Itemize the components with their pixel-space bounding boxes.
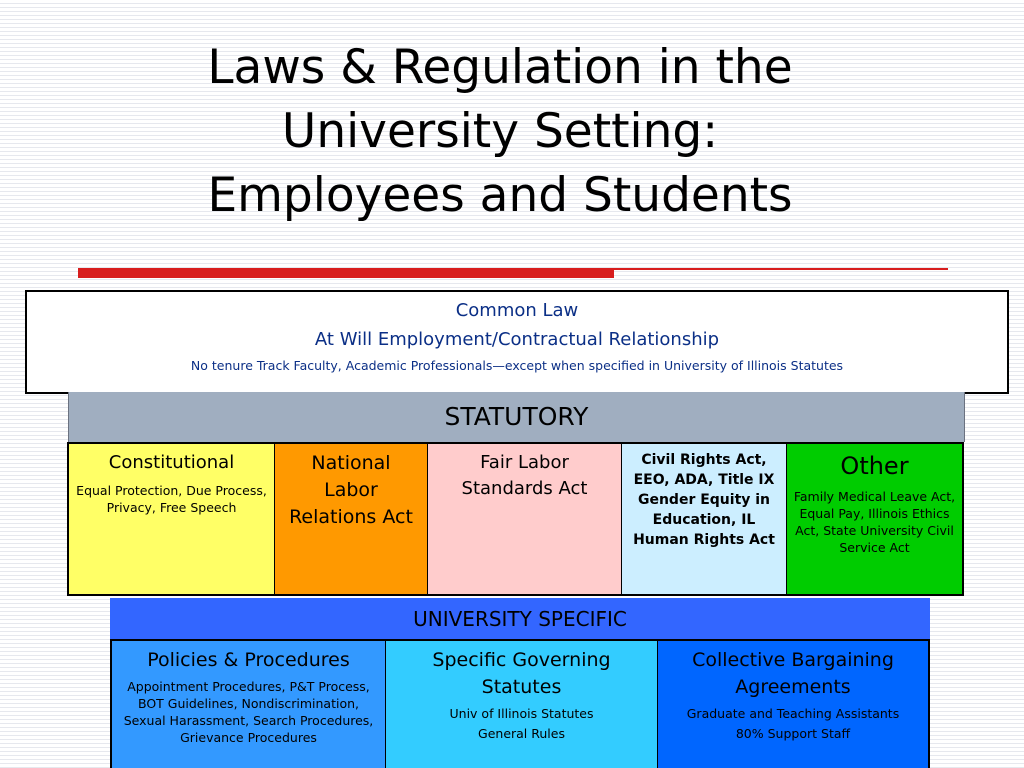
title-divider-line xyxy=(614,268,948,270)
university-cell-bargaining xyxy=(658,641,928,768)
cell-body: Equal Protection, Due Process, Privacy, Free Speech xyxy=(76,483,267,515)
cell-title: Policies & Procedures xyxy=(147,649,350,671)
cell-line: 80% Support Staff xyxy=(735,726,851,741)
cell-line: Graduate and Teaching Assistants xyxy=(686,706,900,721)
statutory-cell-nlra xyxy=(275,444,428,594)
common-law-note: No tenure Track Faculty, Academic Professionals—except when specified in University of Illinois Statutes xyxy=(190,358,844,373)
slide-title xyxy=(60,36,940,228)
cell-body: Family Medical Leave Act, Equal Pay, Illinois Ethics Act, State University Civil Service Act xyxy=(793,489,956,555)
university-cell-policies xyxy=(112,641,386,768)
cell-title: Collective Bargaining Agreements xyxy=(692,649,894,698)
cell-body: Appointment Procedures, P&T Process, BOT Guidelines, Nondiscrimination, Sexual Harassment, Search Procedures, Grievance Procedures xyxy=(123,679,374,745)
title-line-2: University Setting: xyxy=(281,104,719,159)
statutory-row xyxy=(67,442,964,596)
statutory-cell-constitutional xyxy=(69,444,275,594)
title-line-1: Laws & Regulation in the xyxy=(207,40,793,95)
cell-line: Univ of Illinois Statutes xyxy=(449,706,594,721)
university-cell-statutes xyxy=(386,641,658,768)
statutory-cell-flsa xyxy=(428,444,622,594)
cell-title: Fair Labor Standards Act xyxy=(461,452,588,499)
cell-title: Civil Rights Act, EEO, ADA, Title IX Gender Equity in Education, IL Human Rights Act xyxy=(633,452,775,548)
university-heading: UNIVERSITY SPECIFIC xyxy=(110,598,930,640)
cell-title: Constitutional xyxy=(108,452,235,473)
university-row xyxy=(110,639,930,768)
common-law-heading: Common Law xyxy=(455,300,579,321)
cell-title: National Labor Relations Act xyxy=(289,452,413,528)
title-divider-bar xyxy=(78,268,614,278)
cell-title: Other xyxy=(840,452,909,480)
statutory-heading: STATUTORY xyxy=(68,392,965,442)
common-law-box xyxy=(25,290,1009,394)
title-line-3: Employees and Students xyxy=(207,168,793,223)
cell-line: General Rules xyxy=(478,726,565,741)
cell-title: Specific Governing Statutes xyxy=(432,649,611,698)
common-law-subheading: At Will Employment/Contractual Relationship xyxy=(314,329,720,350)
statutory-cell-civil-rights xyxy=(622,444,787,594)
statutory-cell-other xyxy=(787,444,962,594)
